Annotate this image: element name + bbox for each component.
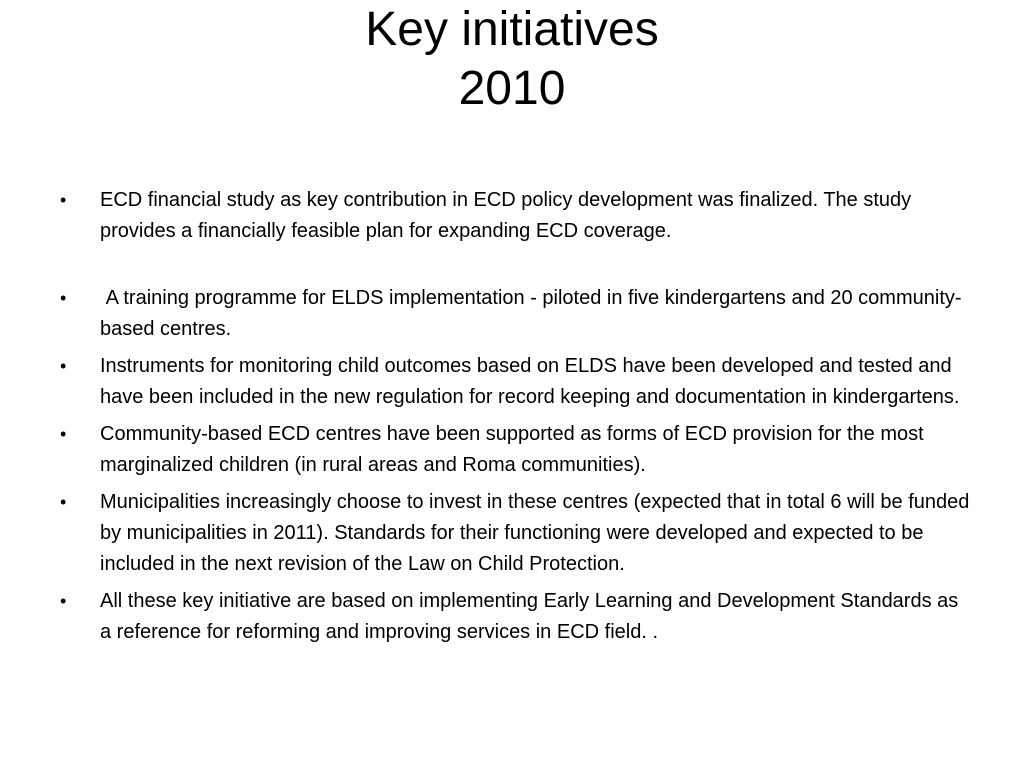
bullet-item-5 [60, 487, 970, 580]
bullet-item-6 [60, 586, 970, 648]
bullet-item-1 [60, 185, 970, 247]
bullet-item-3 [60, 351, 970, 413]
bullet-text-3: Instruments for monitoring child outcomes based on ELDS have been developed and tested and have been included in the new regulation for record keeping and documentation in kindergartens. [100, 355, 960, 408]
bullet-icon: • [60, 424, 67, 444]
bullet-text-4: Community-based ECD centres have been supported as forms of ECD provision for the most marginalized children (in rural areas and Roma communities). [100, 423, 924, 476]
bullet-item-4 [60, 419, 970, 481]
bullet-icon: • [60, 492, 67, 512]
bullet-text-6: All these key initiative are based on implementing Early Learning and Development Standards as a reference for reforming and improving services in ECD field. . [100, 590, 959, 643]
bullet-item-2 [60, 283, 970, 345]
bullet-icon: • [60, 288, 67, 308]
bullet-icon: • [60, 356, 67, 376]
bullet-icon: • [60, 190, 67, 210]
bullet-text-5: Municipalities increasingly choose to invest in these centres (expected that in total 6 will be funded by municipalities in 2011). Standards for their functioning were developed and expected to be included in the next revision of the Law on Child Protection. [100, 491, 970, 575]
title-line-1: Key initiatives [365, 3, 659, 56]
bullet-list [60, 185, 970, 654]
title-line-2: 2010 [458, 62, 566, 115]
bullet-icon: • [60, 591, 67, 611]
bullet-text-1: ECD financial study as key contribution in ECD policy development was finalized. The study provides a financially feasible plan for expanding ECD coverage. [100, 189, 912, 242]
slide-title [0, 0, 1024, 118]
bullet-text-2: A training programme for ELDS implementation - piloted in five kindergartens and 20 community-based centres. [100, 287, 962, 340]
